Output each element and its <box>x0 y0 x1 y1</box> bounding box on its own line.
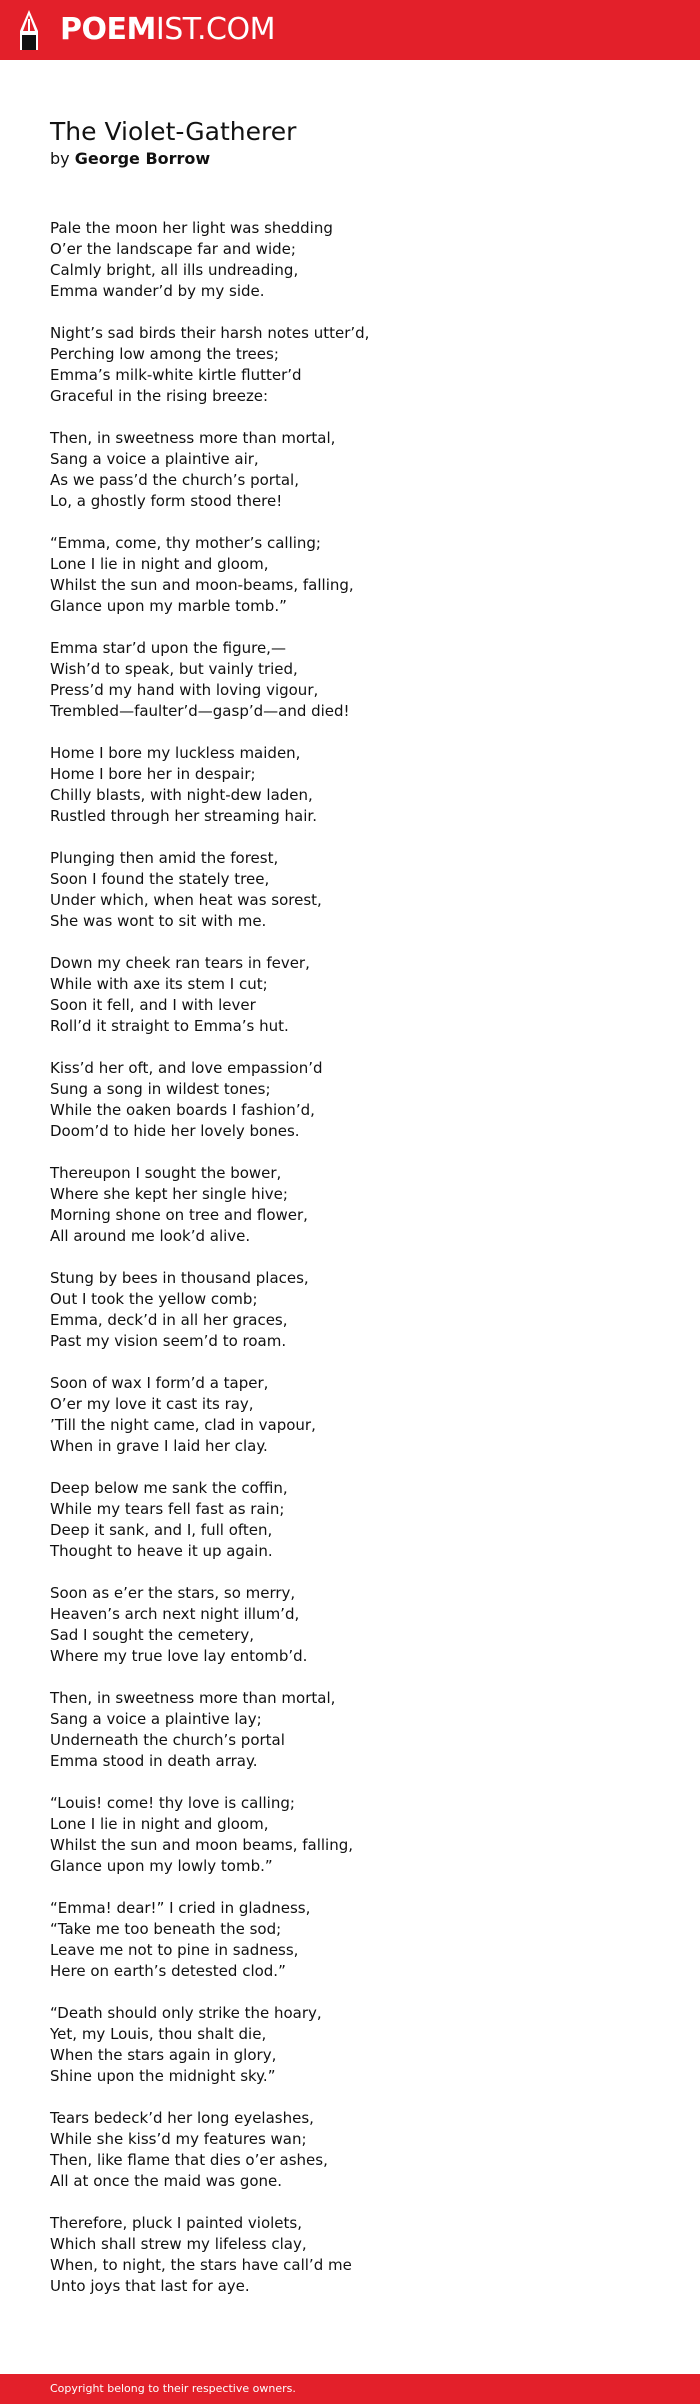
poem-stanza <box>50 2108 650 2192</box>
poem-line: She was wont to sit with me. <box>50 912 267 930</box>
poem-line: Wish’d to speak, but vainly tried, <box>50 660 298 678</box>
poem-line: Shine upon the midnight sky.” <box>50 2067 276 2085</box>
poem-line: While she kiss’d my features wan; <box>50 2130 307 2148</box>
poem-line: Here on earth’s detested clod.” <box>50 1962 286 1980</box>
poem-line: Soon I found the stately tree, <box>50 870 270 888</box>
poem-stanza <box>50 1373 650 1457</box>
poem-stanza <box>50 218 650 302</box>
poem-line: O’er my love it cast its ray, <box>50 1395 254 1413</box>
poem-line: As we pass’d the church’s portal, <box>50 471 299 489</box>
poem-line: Emma star’d upon the figure,— <box>50 639 286 657</box>
logo-text-bold: POEM <box>60 12 156 47</box>
poem-stanza <box>50 638 650 722</box>
poem-line: Then, in sweetness more than mortal, <box>50 429 336 447</box>
poem-line: Therefore, pluck I painted violets, <box>50 2214 302 2232</box>
poem-line: Lone I lie in night and gloom, <box>50 555 269 573</box>
poem-line: While with axe its stem I cut; <box>50 975 268 993</box>
poem-body <box>50 218 650 2318</box>
poem-line: Perching low among the trees; <box>50 345 279 363</box>
poem-line: When, to night, the stars have call’d me <box>50 2256 352 2274</box>
poem-line: Where she kept her single hive; <box>50 1185 288 1203</box>
poem-stanza <box>50 533 650 617</box>
poem-line: “Death should only strike the hoary, <box>50 2004 322 2022</box>
poem-line: Soon as e’er the stars, so merry, <box>50 1584 296 1602</box>
poem-line: Deep it sank, and I, full often, <box>50 1521 273 1539</box>
poem-line: Thereupon I sought the bower, <box>50 1164 282 1182</box>
poem-line: Glance upon my lowly tomb.” <box>50 1857 273 1875</box>
poem-line: “Emma! dear!” I cried in gladness, <box>50 1899 311 1917</box>
poem-line: Whilst the sun and moon beams, falling, <box>50 1836 354 1854</box>
site-header <box>0 0 700 60</box>
poem-stanza <box>50 1478 650 1562</box>
poem-stanza <box>50 953 650 1037</box>
poem-line: When in grave I laid her clay. <box>50 1437 268 1455</box>
poem-line: Soon it fell, and I with lever <box>50 996 256 1014</box>
poem-line: While the oaken boards I fashion’d, <box>50 1101 315 1119</box>
poem-line: Down my cheek ran tears in fever, <box>50 954 310 972</box>
poem-line: Calmly bright, all ills undreading, <box>50 261 299 279</box>
poem-line: Emma’s milk-white kirtle flutter’d <box>50 366 302 384</box>
poem-line: Soon of wax I form’d a taper, <box>50 1374 269 1392</box>
poem-line: Deep below me sank the coffin, <box>50 1479 288 1497</box>
poem-line: Leave me not to pine in sadness, <box>50 1941 299 1959</box>
poem-line: Sung a song in wildest tones; <box>50 1080 271 1098</box>
poem-line: Emma stood in death array. <box>50 1752 258 1770</box>
poem-line: Thought to heave it up again. <box>50 1542 273 1560</box>
poem-line: Rustled through her streaming hair. <box>50 807 317 825</box>
poem-line: Tears bedeck’d her long eyelashes, <box>50 2109 314 2127</box>
poem-stanza <box>50 1793 650 1877</box>
poem-line: Lone I lie in night and gloom, <box>50 1815 269 1833</box>
poem-title: The Violet-Gatherer <box>50 117 297 146</box>
poem-line: Glance upon my marble tomb.” <box>50 597 287 615</box>
poem-line: Unto joys that last for aye. <box>50 2277 250 2295</box>
poem-line: Stung by bees in thousand places, <box>50 1269 309 1287</box>
poem-line: Then, like flame that dies o’er ashes, <box>50 2151 328 2169</box>
poem-line: Home I bore her in despair; <box>50 765 256 783</box>
poem-line: Underneath the church’s portal <box>50 1731 285 1749</box>
poem-line: “Take me too beneath the sod; <box>50 1920 282 1938</box>
poem-line: Where my true love lay entomb’d. <box>50 1647 308 1665</box>
poem-line: Home I bore my luckless maiden, <box>50 744 301 762</box>
poem-line: ’Till the night came, clad in vapour, <box>50 1416 316 1434</box>
poem-line: Whilst the sun and moon-beams, falling, <box>50 576 354 594</box>
poem-line: Morning shone on tree and flower, <box>50 1206 308 1224</box>
site-logo[interactable] <box>60 12 275 48</box>
poem-line: When the stars again in glory, <box>50 2046 277 2064</box>
poem-line: Sang a voice a plaintive air, <box>50 450 259 468</box>
poem-line: All at once the maid was gone. <box>50 2172 283 2190</box>
copyright-text: Copyright belong to their respective owners. <box>50 2382 296 2395</box>
poem-line: Sad I sought the cemetery, <box>50 1626 254 1644</box>
poem-stanza <box>50 1058 650 1142</box>
poem-line: Sang a voice a plaintive lay; <box>50 1710 262 1728</box>
poem-line: Past my vision seem’d to roam. <box>50 1332 287 1350</box>
poem-stanza <box>50 1898 650 1982</box>
poem-line: Heaven’s arch next night illum’d, <box>50 1605 300 1623</box>
poem-stanza <box>50 323 650 407</box>
poem-line: Emma, deck’d in all her graces, <box>50 1311 288 1329</box>
poem-author: George Borrow <box>74 149 211 168</box>
poem-stanza <box>50 2213 650 2297</box>
poem-line: Which shall strew my lifeless clay, <box>50 2235 307 2253</box>
poem-line: Trembled—faulter’d—gasp’d—and died! <box>50 702 350 720</box>
by-label: by <box>50 149 70 168</box>
poem-stanza <box>50 1583 650 1667</box>
poem-stanza <box>50 1268 650 1352</box>
poem-line: Yet, my Louis, thou shalt die, <box>50 2025 267 2043</box>
poem-line: Pale the moon her light was shedding <box>50 219 333 237</box>
poem-line: O’er the landscape far and wide; <box>50 240 296 258</box>
poem-line: Out I took the yellow comb; <box>50 1290 258 1308</box>
poem-line: Roll’d it straight to Emma’s hut. <box>50 1017 289 1035</box>
poem-line: Graceful in the rising breeze: <box>50 387 269 405</box>
poem-line: All around me look’d alive. <box>50 1227 251 1245</box>
poem-stanza <box>50 1688 650 1772</box>
poem-line: Kiss’d her oft, and love empassion’d <box>50 1059 323 1077</box>
poem-line: Chilly blasts, with night-dew laden, <box>50 786 313 804</box>
poem-line: Doom’d to hide her lovely bones. <box>50 1122 300 1140</box>
poem-line: While my tears fell fast as rain; <box>50 1500 285 1518</box>
poem-line: Emma wander’d by my side. <box>50 282 265 300</box>
logo-text-light: IST.COM <box>155 12 275 47</box>
poem-line: Lo, a ghostly form stood there! <box>50 492 283 510</box>
poem-byline <box>50 148 210 170</box>
poem-stanza <box>50 1163 650 1247</box>
poem-line: Night’s sad birds their harsh notes utter’d, <box>50 324 370 342</box>
poem-line: Press’d my hand with loving vigour, <box>50 681 319 699</box>
poem-line: Under which, when heat was sorest, <box>50 891 322 909</box>
pen-nib-icon[interactable] <box>16 9 42 51</box>
poem-stanza <box>50 743 650 827</box>
poem-stanza <box>50 2003 650 2087</box>
poem-stanza <box>50 428 650 512</box>
site-footer <box>0 2374 700 2404</box>
poem-line: Plunging then amid the forest, <box>50 849 279 867</box>
poem-stanza <box>50 848 650 932</box>
poem-line: “Emma, come, thy mother’s calling; <box>50 534 321 552</box>
poem-line: “Louis! come! thy love is calling; <box>50 1794 295 1812</box>
poem-line: Then, in sweetness more than mortal, <box>50 1689 336 1707</box>
